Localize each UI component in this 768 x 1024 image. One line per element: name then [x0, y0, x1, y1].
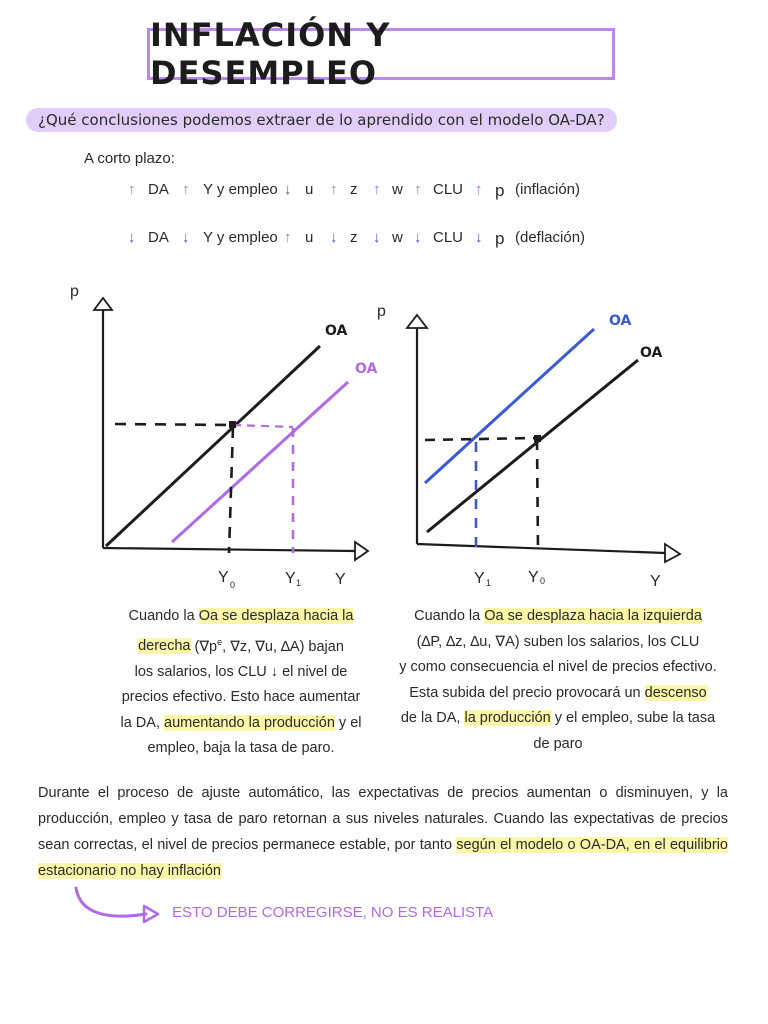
- p-axis-arrow-icon: [94, 298, 112, 310]
- caption-text: de la DA,: [400, 710, 465, 726]
- caption-highlight: descenso: [644, 684, 707, 701]
- oa-original-label: OA: [640, 345, 663, 361]
- y1-sub: 1: [486, 578, 492, 588]
- output-label: Y y empleo: [203, 181, 278, 198]
- y0-dash: [537, 440, 538, 550]
- caption-line: y como consecuencia el nivel de precios efectivo.: [399, 659, 717, 675]
- caption-text: Cuando la: [414, 608, 485, 624]
- arrow-down-icon: ↓: [475, 229, 483, 246]
- row-deflation: [0, 229, 768, 253]
- arrow-down-icon: ↓: [414, 229, 422, 246]
- clu-label: CLU: [433, 229, 464, 246]
- caption-highlight: Oa se desplaza hacia la: [198, 608, 354, 624]
- p-label: p: [495, 229, 505, 248]
- arrow-up-icon: ↑: [373, 181, 381, 198]
- oa-shifted-curve: [425, 329, 594, 483]
- w-label: w: [392, 181, 403, 198]
- z-label: z: [350, 229, 358, 246]
- graph-right: [377, 303, 680, 590]
- y1-label: Y: [474, 570, 485, 587]
- arrow-up-icon: ↑: [182, 181, 190, 198]
- short-term-label: A corto plazo:: [84, 150, 175, 167]
- question-banner: ¿Qué conclusiones podemos extraer de lo aprendido con el modelo OA-DA?: [26, 108, 617, 132]
- conclusion-text: Durante el proceso de ajuste automático, las expectativas de precios aumentan o disminuyen, y la producción, empleo y tasa de paro retornan a sus niveles naturales. Cuando las expectativas de precios sean correctas, el nivel de precios permanece estable, por tanto: [38, 785, 728, 853]
- caption-highlight: Oa se desplaza hacia la izquierda: [484, 608, 702, 624]
- p-label: p: [495, 181, 505, 200]
- arrow-down-icon: ↓: [330, 229, 338, 246]
- row-inflation: [0, 181, 768, 205]
- arrow-up-icon: ↑: [330, 181, 338, 198]
- price-dash: [425, 438, 535, 440]
- y-axis-arrow-icon: [355, 542, 368, 560]
- caption-text: Esta subida del precio provocará un: [409, 684, 645, 701]
- caption-highlight: aumentando la producción: [164, 714, 335, 731]
- arrow-up-icon: ↑: [128, 181, 136, 198]
- caption-line: empleo, baja la tasa de paro.: [147, 740, 335, 757]
- y1-sub: 1: [296, 578, 302, 588]
- arrow-up-icon: ↑: [475, 181, 483, 198]
- oa-original-curve: [106, 346, 320, 546]
- price-dash-original: [115, 424, 233, 425]
- caption-highlight: la producción: [464, 710, 551, 726]
- y1-label: Y: [285, 570, 296, 587]
- oa-shifted-curve: [172, 382, 348, 542]
- equilibrium-point: [534, 435, 541, 442]
- da-label: DA: [148, 229, 169, 246]
- y-axis: [417, 544, 665, 553]
- arrow-down-icon: ↓: [373, 229, 381, 246]
- w-label: w: [392, 229, 403, 246]
- caption-text: Cuando la: [128, 608, 199, 624]
- oa-shifted-label: OA: [355, 361, 378, 377]
- graph-left: [70, 283, 378, 590]
- equilibrium-point: [229, 421, 236, 428]
- caption-text: (∇p: [190, 638, 218, 655]
- da-label: DA: [148, 181, 169, 198]
- curved-arrow-icon: [68, 884, 168, 934]
- caption-text: y el: [334, 714, 362, 731]
- arrow-down-icon: ↓: [182, 229, 190, 246]
- effect-label: (deflación): [515, 229, 586, 246]
- conclusion-highlight: según el modelo o OA-DA, en el equilibrio estacionario no hay inflación: [38, 837, 728, 879]
- output-label: Y y empleo: [203, 229, 278, 246]
- y0-sub: 0: [230, 580, 236, 590]
- price-dash-shifted: [233, 425, 293, 427]
- caption-text: , ∇z, ∇u, ∆A) bajan: [222, 638, 344, 655]
- caption-highlight: derecha: [138, 638, 191, 655]
- caption-line: (∆P, ∆z, ∆u, ∇A) suben los salarios, los CLU: [416, 633, 700, 650]
- y0-sub: 0: [540, 576, 546, 586]
- caption-left: [96, 604, 386, 762]
- arrow-down-icon: ↓: [284, 181, 292, 198]
- y0-label: Y: [218, 569, 229, 586]
- y-axis-label: Y: [650, 573, 661, 590]
- z-label: z: [350, 181, 358, 198]
- caption-superscript: e: [217, 636, 223, 647]
- oa-original-label: OA: [325, 323, 348, 339]
- oa-shifted-label: OA: [609, 313, 632, 329]
- u-label: u: [305, 229, 314, 246]
- p-axis-label: p: [70, 283, 79, 300]
- y0-label: Y: [528, 569, 539, 586]
- graphs-area: [0, 270, 768, 600]
- effect-label: (inflación): [515, 181, 581, 198]
- note-text: ESTO DEBE CORREGIRSE, NO ES REALISTA: [172, 904, 494, 921]
- arrow-up-icon: ↑: [284, 229, 292, 246]
- arrow-down-icon: ↓: [128, 229, 136, 246]
- caption-text: la DA,: [120, 714, 164, 731]
- clu-label: CLU: [433, 181, 464, 198]
- title-box: [147, 16, 615, 92]
- p-axis-arrow-icon: [407, 315, 427, 328]
- u-label: u: [305, 181, 314, 198]
- caption-line: los salarios, los CLU ↓ el nivel de: [134, 663, 348, 680]
- caption-line: precios efectivo. Esto hace aumentar: [121, 689, 361, 706]
- page-title: INFLACIÓN Y DESEMPLEO: [150, 16, 391, 92]
- p-axis-label: p: [377, 303, 386, 320]
- caption-right: [388, 604, 728, 757]
- conclusion-paragraph: [38, 780, 728, 884]
- y-axis-arrow-icon: [665, 544, 680, 562]
- caption-text: y el empleo, sube la tasa: [550, 710, 716, 726]
- arrow-up-icon: ↑: [414, 181, 422, 198]
- y-axis-label: Y: [335, 571, 346, 588]
- caption-line: de paro: [533, 735, 583, 752]
